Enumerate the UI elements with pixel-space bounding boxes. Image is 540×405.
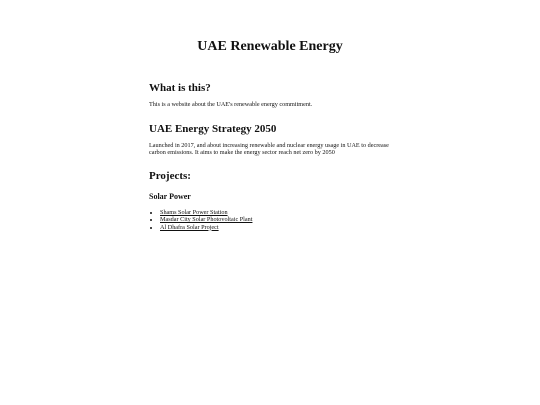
list-item (160, 216, 399, 224)
project-link-shams[interactable]: Shams Solar Power Station (160, 208, 228, 216)
list-item (160, 224, 399, 232)
list-item (160, 209, 399, 217)
about-heading: What is this? (149, 82, 211, 94)
project-link-masdar[interactable]: Masdar City Solar Photovoltaic Plant (160, 216, 253, 223)
main-content (149, 81, 399, 231)
strategy-heading: UAE Energy Strategy 2050 (149, 122, 277, 135)
solar-project-list (149, 209, 399, 232)
project-link-al-dhafra[interactable]: Al Dhafra Solar Project (160, 223, 219, 231)
page-title: UAE Renewable Energy (197, 39, 343, 54)
solar-power-heading: Solar Power (149, 191, 191, 201)
projects-heading: Projects: (149, 169, 191, 182)
strategy-text: Launched in 2017, and about increasing renewable and nuclear energy usage in UAE to decrease carbon emissions. It aims to make the energy sector reach net zero by 2050 (149, 141, 389, 156)
about-text: This is a website about the UAE's renewable energy commitment. (149, 101, 313, 108)
